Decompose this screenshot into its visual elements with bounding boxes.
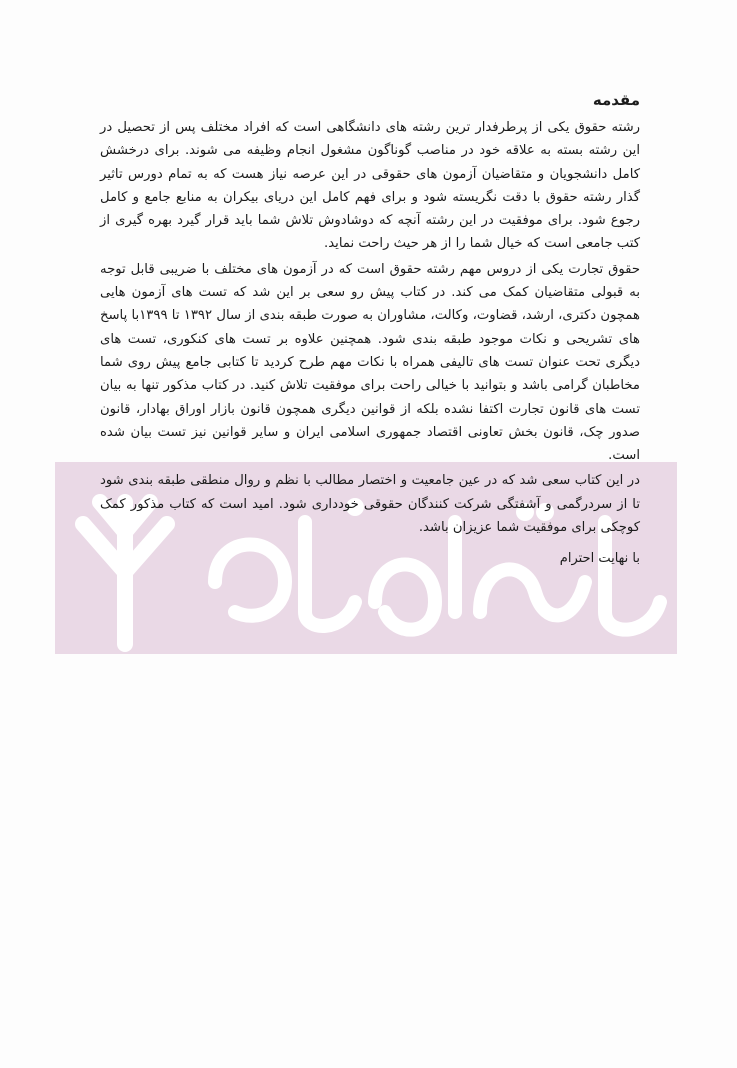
document-body	[100, 88, 640, 571]
closing-signature: با نهایت احترام	[559, 551, 640, 567]
paragraph-purpose: در این کتاب سعی شد که در عین جامعیت و اختصار مطالب با نظم و روال منطقی طبقه بندی شود تا از سردرگمی و آشفتگی شرکت کنندگان حقوقی خودداری شود. امید است که کتاب مذکور کمک کوچکی برای موفقیت شما عزیزان باشد.	[100, 473, 640, 536]
section-heading: مقدمه	[592, 91, 640, 109]
paragraph-commercial-law: حقوق تجارت یکی از دروس مهم رشته حقوق است که در آزمون های مختلف با ضریبی قابل توجه به قبولی متقاضیان کمک می کند. در کتاب پیش رو سعی بر این شد که تست های آزمون هایی همچون دکتری، ارشد، قضاوت، وکالت، مشاوران به صورت طبقه بندی از سال ۱۳۹۲ تا ۱۳۹۹با پاسخ های تشریحی و نکات موجود طبقه بندی شود. همچنین علاوه بر تست های کنکوری، تست های دیگری تحت عنوان تست های تالیفی همراه با نکات مهم طرح کردید تا کتابی جامع پیش روی شما مخاطبان گرامی باشد و بتوانید با خیالی راحت برای موفقیت تلاش کنید. در کتاب مذکور تنها به بیان تست های قانون تجارت اکتفا نشده بلکه از قوانین دیگری همچون قانون بازار اوراق بهادار، قانون صدور چک، قانون بخش تعاونی اقتصاد جمهوری اسلامی ایران و سایر قوانین نیز تست بیان شده است.	[100, 261, 640, 464]
paragraph-intro: رشته حقوق یکی از پرطرفدار ترین رشته های دانشگاهی است که افراد مختلف پس از تحصیل در این رشته بسته به علاقه خود در مناصب گوناگون مشغول انجام وظیفه می شوند. برای درخشش کامل دانشجویان و متقاضیان آزمون های حقوقی در این عرصه نیاز هست که به تمام دورس تاثیر گذار رشته حقوق با دقت نگریسته شود و برای فهم کامل این دریای بیکران به منابع جامع و کامل رجوع شود. برای موفقیت در این رشته آنچه که دوشادوش تلاش شما باید قرار گیرد بهره گیری از کتب جامعی است که خیال شما را از هر حیث راحت نماید.	[100, 120, 640, 252]
